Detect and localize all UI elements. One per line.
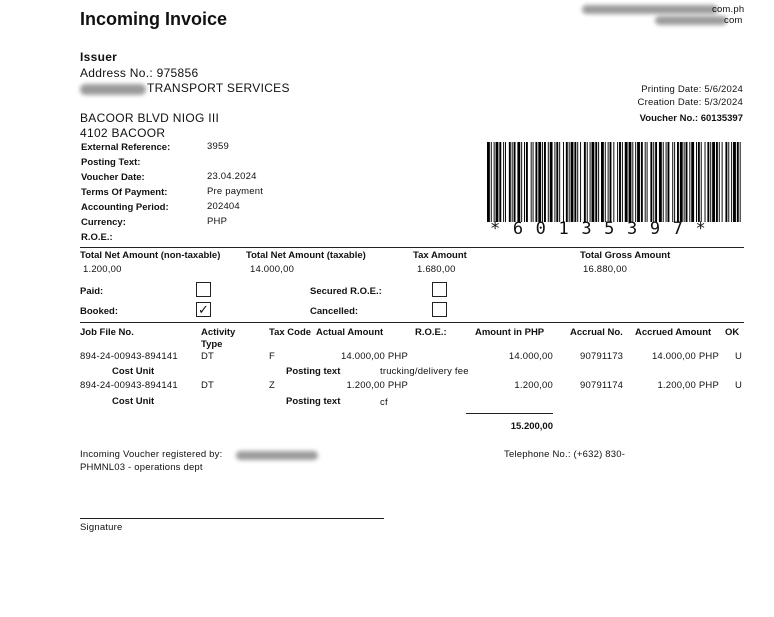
- voucher-no-value: 60135397: [700, 113, 743, 124]
- detail-value: 23.04.2024: [207, 171, 257, 182]
- creation-date: Creation Date: 5/3/2024: [637, 97, 743, 108]
- detail-label: Accounting Period:: [81, 202, 169, 213]
- row-actual-amount: 1.200,00 PHP: [346, 380, 408, 391]
- total-nontaxable-value: 1.200,00: [83, 264, 122, 275]
- col-job-file: Job File No.: [80, 327, 134, 338]
- secured-roe-label: Secured R.O.E.:: [310, 286, 382, 297]
- total-gross-label: Total Gross Amount: [580, 250, 671, 261]
- printing-date: Printing Date: 5/6/2024: [641, 84, 743, 95]
- row-accrual-no: 90791173: [580, 351, 624, 362]
- divider-table-top: [80, 322, 744, 323]
- detail-label: Voucher Date:: [81, 172, 145, 183]
- total-gross-value: 16.880,00: [583, 264, 628, 275]
- row-posting-label: Posting text: [286, 366, 341, 377]
- detail-label: R.O.E.:: [81, 232, 113, 243]
- issuer-address-no: Address No.: 975856: [80, 66, 199, 80]
- paid-checkbox[interactable]: [196, 282, 211, 297]
- col-roe: R.O.E.:: [415, 327, 447, 338]
- divider-totals-top: [80, 247, 744, 248]
- sum-divider: [466, 413, 553, 414]
- detail-value: PHP: [207, 216, 228, 227]
- row-cost-unit: Cost Unit: [112, 366, 155, 377]
- row-accrual-no: 90791174: [580, 380, 624, 391]
- row-accrued-amount: 14.000,00 PHP: [651, 351, 719, 362]
- total-taxable-label: Total Net Amount (taxable): [246, 250, 366, 261]
- signature-line: [80, 518, 384, 519]
- row-cost-unit: Cost Unit: [112, 396, 155, 407]
- redacted-registrant: [236, 451, 318, 460]
- issuer-street: BACOOR BLVD NIOG III: [80, 111, 220, 125]
- total-nontaxable-label: Total Net Amount (non-taxable): [80, 250, 221, 261]
- col-activity: Activity: [201, 327, 236, 338]
- email-suffix: com.ph: [712, 4, 745, 15]
- redacted-issuer-name: [80, 84, 146, 95]
- voucher-barcode: [485, 142, 743, 222]
- table-sum: 15.200,00: [510, 421, 553, 432]
- row-posting-label: Posting text: [286, 396, 341, 407]
- issuer-city: 4102 BACOOR: [80, 126, 166, 140]
- row-job-file: 894-24-00943-894141: [80, 351, 178, 362]
- row-actual-amount: 14.000,00 PHP: [340, 351, 408, 362]
- redacted-website: [655, 16, 727, 25]
- detail-value: Pre payment: [207, 186, 264, 197]
- issuer-label: Issuer: [80, 50, 118, 64]
- col-accrued-amount: Accrued Amount: [635, 327, 712, 338]
- signature-label: Signature: [80, 522, 123, 533]
- row-amount-php: 14.000,00: [508, 351, 553, 362]
- detail-label: Currency:: [81, 217, 126, 228]
- row-accrued-amount: 1.200,00 PHP: [657, 380, 719, 391]
- row-activity: DT: [201, 380, 215, 391]
- web-suffix: com: [724, 15, 743, 26]
- tax-amount-value: 1.680,00: [417, 264, 456, 275]
- detail-label: Posting Text:: [81, 157, 141, 168]
- col-actual-amount: Actual Amount: [316, 327, 384, 338]
- cancelled-label: Cancelled:: [310, 306, 359, 317]
- tax-amount-label: Tax Amount: [413, 250, 467, 261]
- row-ok: U: [735, 351, 743, 362]
- total-taxable-value: 14.000,00: [250, 264, 295, 275]
- barcode-text: *60135397*: [490, 219, 719, 239]
- redacted-email: [582, 5, 718, 14]
- check-icon: ✓: [198, 302, 209, 317]
- col-accrual-no: Accrual No.: [570, 327, 623, 338]
- col-ok: OK: [725, 327, 740, 338]
- registered-by-label: Incoming Voucher registered by:: [80, 449, 223, 460]
- row-amount-php: 1.200,00: [514, 380, 553, 391]
- row-ok: U: [735, 380, 743, 391]
- detail-label: Terms Of Payment:: [81, 187, 168, 198]
- voucher-no: [640, 113, 743, 124]
- row-activity: DT: [201, 351, 215, 362]
- document-title: Incoming Invoice: [80, 9, 228, 29]
- row-job-file: 894-24-00943-894141: [80, 380, 178, 391]
- col-amount-php: Amount in PHP: [475, 327, 545, 338]
- paid-label: Paid:: [80, 286, 104, 297]
- detail-value: 202404: [207, 201, 240, 212]
- row-posting-value: trucking/delivery fee: [380, 366, 469, 377]
- booked-checkbox[interactable]: [196, 302, 211, 317]
- secured-roe-checkbox[interactable]: [432, 282, 447, 297]
- col-activity-type: Type: [201, 339, 223, 350]
- telephone: Telephone No.: (+632) 830-: [504, 449, 626, 460]
- issuer-name-suffix: TRANSPORT SERVICES: [147, 81, 290, 95]
- row-posting-value: cf: [380, 397, 388, 408]
- department: PHMNL03 - operations dept: [80, 462, 203, 473]
- booked-label: Booked:: [80, 306, 118, 317]
- row-tax-code: Z: [269, 380, 276, 391]
- detail-label: External Reference:: [81, 142, 171, 153]
- detail-value: 3959: [207, 141, 229, 152]
- voucher-no-label: Voucher No.:: [639, 113, 699, 124]
- col-tax-code: Tax Code: [269, 327, 312, 338]
- cancelled-checkbox[interactable]: [432, 302, 447, 317]
- row-tax-code: F: [269, 351, 276, 362]
